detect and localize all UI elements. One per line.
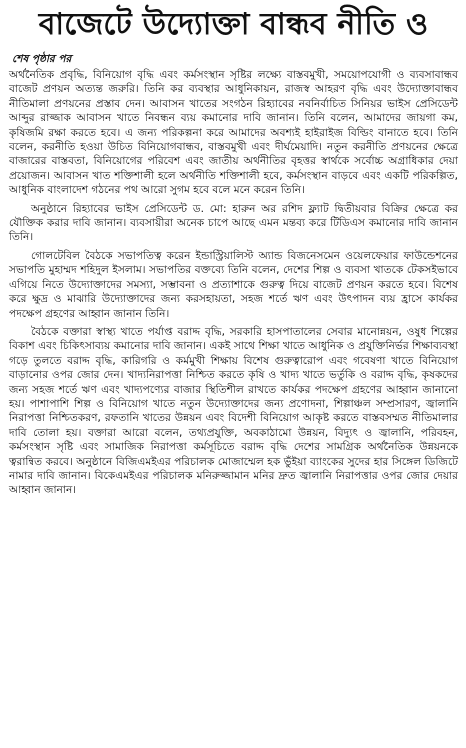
continued-from-label: শেষ পৃষ্ঠার পর bbox=[12, 53, 72, 65]
paragraph-3: গোলটেবিল বৈঠকে সভাপতিত্ব করেন ইন্ডাস্ট্রিয়ালিস্ট অ্যান্ড বিজনেসমেন ওয়েলফেয়ার ফাউন্ডেশনের সভাপতি মুহাম্মদ শহিদুল ইসলাম। সভাপতির বক্তব্যে তিনি বলেন, দেশের শিল্প ও ব্যবসা খাতকে টেকসইভাবে এগিয়ে নিতে উদ্যোক্তাদের সমস্যা, সম্ভাবনা ও প্রত্যাশাকে গুরুত্ব দিয়ে বাজেট প্রণয়ন করতে হবে। বিশেষ করে ক্ষুদ্র ও মাঝারি উদ্যোক্তাদের জন্য করসহায়তা, সহজ শর্তে ঋণ এবং উৎপাদন ব্যয় হ্রাসে কার্যকর পদক্ষেপ গ্রহণের আহ্বান জানান তিনি। bbox=[9, 249, 458, 320]
headline: বাজেটে উদ্যোক্তা বান্ধব নীতি ও bbox=[38, 7, 429, 42]
paragraph-2: অনুষ্ঠানে রিহ্যাবের ভাইস প্রেসিডেন্ট ড. মো: হারুন অর রশিদ ফ্ল্যাট দ্বিতীয়বার বিক্রির ক্ষেত্রে কর যৌক্তিক করার দাবি জানান। ব্যবসায়ীরা অনেক চাপে আছে এমন মন্তব্য করে টিডিএস কমানোর দাবি জানান তিনি। bbox=[9, 202, 458, 244]
paragraph-1: অর্থনৈতিক প্রবৃদ্ধি, বিনিয়োগ বৃদ্ধি এবং কর্মসংস্থান সৃষ্টির লক্ষ্যে বাস্তবমুখী, সময়োপযোগী ও ব্যবসাবান্ধব বাজেট প্রণয়ন অত্যন্ত জরুরি। তিনি কর ব্যবস্থার আধুনিকায়ন, রাজস্ব আহরণ বৃদ্ধি এবং উদ্যোক্তাবান্ধব নীতিমালা প্রণয়নের প্রস্তাব দেন। আবাসন খাতের সংগঠন রিহ্যাবের নবনির্বাচিত সিনিয়র ভাইস প্রেসিডেন্ট আব্দুর রাজ্জাক আবাসন খাতে নিবন্ধন ব্যয় কমানোর দাবি জানান। তিনি বলেন, আমাদের জায়গা কম, কৃষিজমি রক্ষা করতে হবে। এ জন্য পরিকল্পনা করে আমাদের অবশ্যই হাইরাইজ বিল্ডিং বানাতে হবে। তিনি বলেন, করনীতি হওয়া উচিত বিনিয়োগবান্ধব, বাস্তবমুখী এবং দীর্ঘমেয়াদি। নতুন করনীতি প্রণয়নের ক্ষেত্রে বাজারের বাস্তবতা, বিনিয়োগের পরিবেশ এবং জাতীয় অর্থনীতির বৃহত্তর স্বার্থকে সর্বোচ্চ অগ্রাধিকার দেয়া প্রয়োজন। আবাসন খাত শক্তিশালী হলে অর্থনীতি শক্তিশালী হবে, কর্মসংস্থান বাড়বে এবং একটি পরিকল্পিত, আধুনিক বাংলাদেশ গঠনের পথ আরো সুগম হবে বলে মনে করেন তিনি। bbox=[9, 69, 458, 197]
paragraph-4: বৈঠকে বক্তারা স্বাস্থ্য খাতে পর্যাপ্ত বরাদ্দ বৃদ্ধি, সরকারি হাসপাতালের সেবার মানোন্নয়ন, ওষুধ শিল্পের বিকাশ এবং চিকিৎসাব্যয় কমানোর দাবি জানান। একই সাথে শিক্ষা খাতে আধুনিক ও প্রযুক্তিনির্ভর শিক্ষাব্যবস্থা গড়ে তুলতে বরাদ্দ বৃদ্ধি, কারিগরি ও কর্মমুখী শিক্ষায় বিশেষ গুরুত্বারোপ এবং গবেষণা খাতে বিনিয়োগ বাড়ানোর ওপর জোর দেন। খাদ্যনিরাপত্তা নিশ্চিত করতে কৃষি ও খাদ্য খাতে ভর্তুকি ও বরাদ্দ বৃদ্ধি, কৃষকদের জন্য সহজ শর্তে ঋণ এবং খাদ্যপণ্যের বাজার স্থিতিশীল রাখতে কার্যকর পদক্ষেপ গ্রহণের আহ্বান জানানো হয়। পাশাপাশি শিল্প ও বিনিয়োগ খাতে নতুন উদ্যোক্তাদের জন্য প্রণোদনা, শিল্পাঞ্চল সম্প্রসারণ, জ্বালানি নিরাপত্তা নিশ্চিতকরণ, রফতানি খাতের উন্নয়ন এবং বিদেশী বিনিয়োগ আকৃষ্ট করতে বাস্তবসম্মত নীতিমালার দাবি তোলা হয়। বক্তারা আরো বলেন, তথ্যপ্রযুক্তি, অবকাঠামো উন্নয়ন, বিদ্যুৎ ও জ্বালানি, পরিবহন, কর্মসংস্থান সৃষ্টি এবং সামাজিক নিরাপত্তা কর্মসূচিতে বরাদ্দ বৃদ্ধি দেশের সামগ্রিক অর্থনৈতিক উন্নয়নকে ত্বরান্বিত করবে। অনুষ্ঠানে বিজিএমইএর পরিচালক মোজাম্মেল হক ভুঁইয়া ব্যাংকের সুদের হার সিঙ্গেল ডিজিটে নামার দাবি জানান। বিকেএমইএর পরিচালক মনিরুজ্জামান মনির দ্রুত জ্বালানি নিরাপত্তার ওপর জোর দেয়ার আহ্বান জানান। bbox=[9, 325, 458, 497]
article-body bbox=[9, 68, 458, 498]
